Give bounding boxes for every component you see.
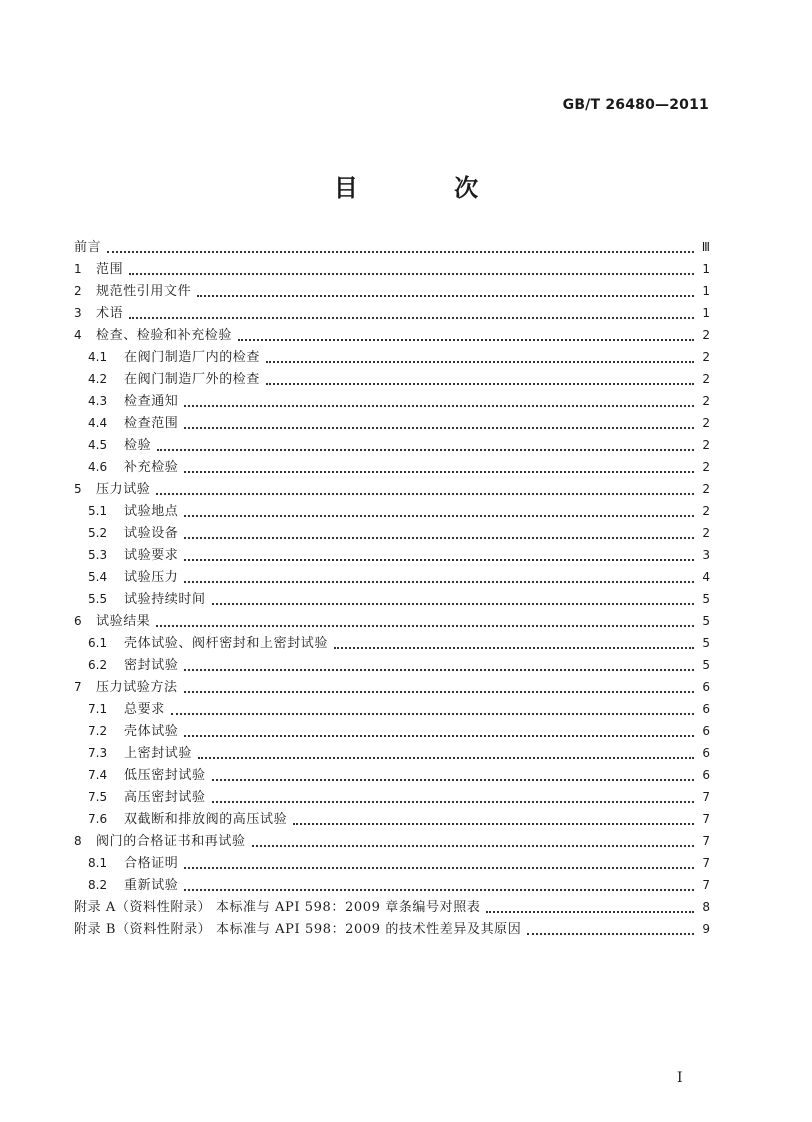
toc-entry[interactable] — [74, 830, 710, 852]
toc-entry-title: 压力试验方法 — [96, 680, 178, 695]
toc-entry-number: 8 — [74, 834, 82, 848]
toc-entry-number: 4.5 — [88, 438, 108, 452]
toc-entry-title: 补充检验 — [124, 460, 179, 475]
toc-entry-page: 9 — [702, 922, 710, 936]
toc-entry[interactable] — [74, 676, 710, 698]
toc-entry-number: 5.3 — [88, 548, 108, 562]
dot-leader — [184, 401, 694, 407]
toc-entry-page: 2 — [702, 372, 710, 386]
dot-leader — [486, 907, 694, 913]
page-title: 目 次 — [333, 174, 523, 202]
toc-entry-title: 阀门的合格证书和再试验 — [96, 834, 246, 849]
toc-entry-number: 4.1 — [88, 350, 108, 364]
toc-entry-title: 术语 — [96, 306, 124, 321]
toc-entry-page: 7 — [702, 834, 710, 848]
toc-entry-number: 7.6 — [88, 812, 108, 826]
toc-entry-title: 试验要求 — [124, 548, 179, 563]
toc-entry-title: 试验压力 — [124, 570, 179, 585]
toc-entry-page: 6 — [702, 746, 710, 760]
toc-entry-title: 密封试验 — [124, 658, 179, 673]
toc-entry-page: 7 — [702, 856, 710, 870]
toc-entry-number: 4 — [74, 328, 82, 342]
toc-entry[interactable] — [74, 852, 710, 874]
toc-entry-title: 总要求 — [124, 702, 165, 717]
dot-leader — [293, 819, 694, 825]
toc-entry-page: 6 — [702, 680, 710, 694]
toc-entry-title: 合格证明 — [124, 856, 179, 871]
toc-entry-title: 在阀门制造厂内的检查 — [124, 350, 261, 365]
toc-entry-page: 2 — [702, 416, 710, 430]
dot-leader — [266, 357, 694, 363]
toc-entry[interactable] — [74, 522, 710, 544]
toc-entry-title: 试验地点 — [124, 504, 179, 519]
toc-entry-number: 6 — [74, 614, 82, 628]
toc-entry-page: 5 — [702, 614, 710, 628]
dot-leader — [184, 577, 694, 583]
toc-entry-number: 4.3 — [88, 394, 108, 408]
dot-leader — [184, 863, 694, 869]
toc-entry-number: 5.2 — [88, 526, 108, 540]
toc-entry[interactable] — [74, 412, 710, 434]
toc-entry-page: Ⅲ — [701, 240, 710, 254]
dot-leader — [184, 511, 694, 517]
dot-leader — [184, 885, 694, 891]
toc-entry-number: 4.4 — [88, 416, 108, 430]
toc-entry-title: 检查范围 — [124, 416, 179, 431]
toc-entry-number: 7.3 — [88, 746, 108, 760]
toc-entry[interactable] — [74, 654, 710, 676]
toc-entry-title: 重新试验 — [124, 878, 179, 893]
toc-entry-page: 2 — [702, 394, 710, 408]
toc-entry-title: 检验 — [124, 438, 152, 453]
toc-entry-page: 3 — [702, 548, 710, 562]
toc-entry-page: 6 — [702, 724, 710, 738]
dot-leader — [184, 533, 694, 539]
dot-leader — [212, 797, 694, 803]
dot-leader — [184, 555, 694, 561]
toc-entry-page: 2 — [702, 438, 710, 452]
toc-entry[interactable] — [74, 236, 710, 258]
dot-leader — [156, 489, 694, 495]
toc-entry-number: 4.6 — [88, 460, 108, 474]
toc-entry-number: 2 — [74, 284, 82, 298]
toc-entry-number: 7.4 — [88, 768, 108, 782]
toc-entry-page: 1 — [702, 284, 710, 298]
dot-leader — [212, 599, 694, 605]
toc-entry[interactable] — [74, 390, 710, 412]
dot-leader — [129, 269, 694, 275]
toc-entry-number: 5 — [74, 482, 82, 496]
toc-entry-page: 5 — [702, 658, 710, 672]
toc-entry-page: 7 — [702, 790, 710, 804]
toc-entry[interactable] — [74, 874, 710, 896]
toc-entry-number: 5.5 — [88, 592, 108, 606]
toc-entry[interactable] — [74, 808, 710, 830]
toc-entry-page: 8 — [702, 900, 710, 914]
toc-entry-title: 在阀门制造厂外的检查 — [124, 372, 261, 387]
toc-entry-title: 试验结果 — [96, 614, 151, 629]
toc-entry-page: 7 — [702, 878, 710, 892]
dot-leader — [184, 687, 694, 693]
toc-entry-title: 前言 — [74, 240, 102, 255]
toc-entry-page: 2 — [702, 460, 710, 474]
standard-code: GB/T 26480—2011 — [562, 97, 709, 113]
toc-entry-title: 范围 — [96, 262, 124, 277]
toc-entry-number: 5.1 — [88, 504, 108, 518]
toc-entry-title: 附录 A（资料性附录） 本标准与 API 598：2009 章条编号对照表 — [74, 900, 481, 915]
toc-entry-number: 7.5 — [88, 790, 108, 804]
toc-entry-number: 6.2 — [88, 658, 108, 672]
toc-entry[interactable] — [74, 566, 710, 588]
toc-entry-number: 3 — [74, 306, 82, 320]
toc-entry-page: 6 — [702, 702, 710, 716]
toc-entry-number: 4.2 — [88, 372, 108, 386]
toc-entry-number: 7.2 — [88, 724, 108, 738]
dot-leader — [266, 379, 694, 385]
dot-leader — [171, 709, 694, 715]
dot-leader — [238, 335, 694, 341]
toc-entry[interactable] — [74, 896, 710, 918]
toc-entry-page: 1 — [702, 262, 710, 276]
page-number: I — [677, 1070, 683, 1086]
toc-entry-title: 低压密封试验 — [124, 768, 206, 783]
toc-entry-page: 7 — [702, 812, 710, 826]
toc-entry-page: 1 — [702, 306, 710, 320]
toc-entry[interactable] — [74, 478, 710, 500]
toc-entry[interactable] — [74, 632, 710, 654]
toc-entry-page: 6 — [702, 768, 710, 782]
toc-entry[interactable] — [74, 346, 710, 368]
toc-entry-number: 5.4 — [88, 570, 108, 584]
toc-entry[interactable] — [74, 918, 710, 940]
dot-leader — [252, 841, 694, 847]
toc-entry[interactable] — [74, 368, 710, 390]
dot-leader — [184, 467, 694, 473]
toc-entry[interactable] — [74, 258, 710, 280]
toc-entry-number: 8.2 — [88, 878, 108, 892]
toc-entry[interactable] — [74, 280, 710, 302]
dot-leader — [129, 313, 694, 319]
toc-entry-number: 7 — [74, 680, 82, 694]
toc-entry[interactable] — [74, 434, 710, 456]
dot-leader — [527, 929, 694, 935]
dot-leader — [107, 247, 694, 253]
toc-entry-title: 双截断和排放阀的高压试验 — [124, 812, 288, 827]
toc-entry-title: 附录 B（资料性附录） 本标准与 API 598：2009 的技术性差异及其原因 — [74, 922, 522, 937]
toc-entry-page: 4 — [702, 570, 710, 584]
toc-entry-page: 2 — [702, 328, 710, 342]
toc-entry-title: 检查通知 — [124, 394, 179, 409]
toc-entry-number: 6.1 — [88, 636, 108, 650]
toc-entry[interactable] — [74, 544, 710, 566]
toc-entry-number: 1 — [74, 262, 82, 276]
toc-entry-page: 5 — [702, 592, 710, 606]
toc-entry-page: 2 — [702, 504, 710, 518]
toc-entry[interactable] — [74, 786, 710, 808]
dot-leader — [334, 643, 694, 649]
toc-entry[interactable] — [74, 720, 710, 742]
toc-entry-title: 检查、检验和补充检验 — [96, 328, 233, 343]
dot-leader — [184, 423, 694, 429]
toc-entry-page: 2 — [702, 350, 710, 364]
toc-entry[interactable] — [74, 324, 710, 346]
toc-entry-title: 上密封试验 — [124, 746, 193, 761]
dot-leader — [212, 775, 694, 781]
toc-entry[interactable] — [74, 764, 710, 786]
toc-entry-number: 7.1 — [88, 702, 108, 716]
dot-leader — [184, 731, 694, 737]
table-of-contents — [74, 236, 710, 940]
dot-leader — [198, 753, 694, 759]
dot-leader — [184, 665, 694, 671]
toc-entry-page: 2 — [702, 482, 710, 496]
toc-entry[interactable] — [74, 610, 710, 632]
toc-entry-title: 壳体试验 — [124, 724, 179, 739]
toc-entry[interactable] — [74, 588, 710, 610]
toc-entry-title: 壳体试验、阀杆密封和上密封试验 — [124, 636, 329, 651]
toc-entry[interactable] — [74, 742, 710, 764]
toc-entry-title: 试验设备 — [124, 526, 179, 541]
dot-leader — [156, 621, 694, 627]
toc-entry[interactable] — [74, 302, 710, 324]
toc-entry-page: 2 — [702, 526, 710, 540]
dot-leader — [197, 291, 694, 297]
toc-entry-title: 压力试验 — [96, 482, 151, 497]
toc-entry-title: 高压密封试验 — [124, 790, 206, 805]
toc-entry[interactable] — [74, 500, 710, 522]
toc-entry[interactable] — [74, 698, 710, 720]
toc-entry[interactable] — [74, 456, 710, 478]
toc-entry-title: 试验持续时间 — [124, 592, 206, 607]
dot-leader — [157, 445, 694, 451]
toc-entry-number: 8.1 — [88, 856, 108, 870]
toc-entry-title: 规范性引用文件 — [96, 284, 192, 299]
toc-entry-page: 5 — [702, 636, 710, 650]
